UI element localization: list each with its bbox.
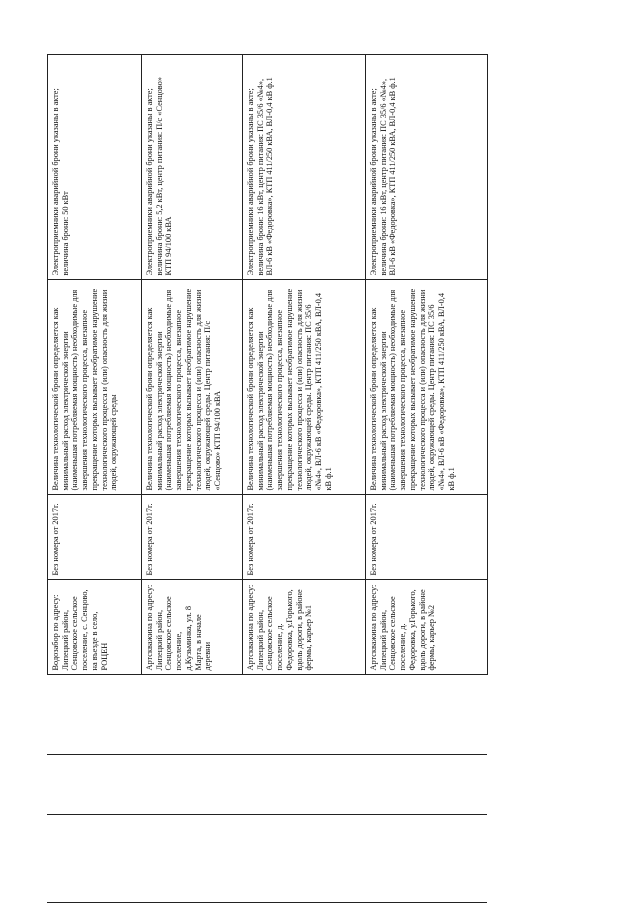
- object-cell: [48, 580, 142, 675]
- blank-cell: [243, 675, 366, 905]
- act-text: Без номера от 2017г.: [369, 503, 378, 576]
- definition-cell: [366, 280, 488, 495]
- object-text: Водозабор по адресу: Липецкий район, Сенцовское сельское поселение, с. Сенцово, на въезде в село, РОЦЕН: [51, 589, 109, 671]
- rotated-table-container: [47, 55, 487, 905]
- definition-cell: [142, 280, 243, 495]
- definition-text: Величина технологической брони определяется как минимальный расход электрической энергии (наименьшая потребляемая мощность) необходимые для завершения технологического процесса, внезапное прекращение которых вызывает необратимое нарушение технологического процесса и (или) опасность для жизни людей, окружающей среды: [51, 288, 119, 491]
- values-text: Электроприемники аварийной брони указаны в акте; величина брони: 16 кВт, центр питания: ПС 35/6 «№4», ВЛ-6 кВ «Федоровка», КТП 411/250 кВА, ВЛ-0,4 кВ ф.1: [369, 77, 398, 276]
- object-cell: [142, 580, 243, 675]
- values-text: Электроприемники аварийной брони указаны в акте; величина брони: 5,2 кВт, центр питания: П/с «Сенцово» КТП 94/100 кВА: [145, 77, 174, 276]
- table-row: [366, 55, 488, 905]
- object-text: Артскважина по адресу: Липецкий район, Сенцовское сельское поселение, д. Федоровка, у.Горького, вдоль дороги, в районе фермы, карьер №2: [369, 584, 437, 671]
- object-cell: [243, 580, 366, 675]
- table-row: [243, 55, 366, 905]
- rule-line: [47, 902, 487, 903]
- blank-cell: [48, 675, 142, 905]
- definition-text: Величина технологической брони определяется как минимальный расход электрической энергии (наименьшая потребляемая мощность) необходимые для завершения технологического процесса, внезапное прекращение которых вызывает необратимое нарушение технологического процесса и (или) опасность для жизни людей, окружающей среды. Центр питания: ПС 35/6 «№4», ВЛ-6 кВ «Федоровка», КТП 411/250 кВА, ВЛ-0,4 кВ ф.1: [246, 288, 333, 491]
- definition-cell: [48, 280, 142, 495]
- definition-text: Величина технологической брони определяется как минимальный расход электрической энергии (наименьшая потребляемая мощность) необходимые для завершения технологического процесса, внезапное прекращение которых вызывает необратимое нарушение технологического процесса и (или) опасность для жизни людей, окружающей среды. Центр питания: П/с «Сенцово» КТП 94/100 кВА: [145, 288, 222, 491]
- values-cell: [243, 55, 366, 280]
- reservation-table: [47, 55, 488, 905]
- values-cell: [48, 55, 142, 280]
- act-cell: [142, 495, 243, 580]
- blank-cell: [366, 675, 488, 905]
- values-text: Электроприемники аварийной брони указаны в акте; величина брони: 50 кВт: [51, 88, 70, 276]
- act-cell: [366, 495, 488, 580]
- act-text: Без номера от 2017г.: [51, 503, 60, 576]
- act-cell: [243, 495, 366, 580]
- definition-cell: [243, 280, 366, 495]
- values-cell: [142, 55, 243, 280]
- rule-line: [47, 814, 487, 815]
- values-cell: [366, 55, 488, 280]
- blank-cell: [142, 675, 243, 905]
- table-row: [48, 55, 142, 905]
- act-text: Без номера от 2017г.: [145, 503, 154, 576]
- rule-line: [47, 754, 487, 755]
- object-text: Артскважина по адресу: Липецкий район, Сенцовское сельское поселение, д. Федоровка, у.Горького, вдоль дороги, в районе фермы, карьер №1: [246, 584, 314, 671]
- object-text: Артскважина по адресу: Липецкий район, Сенцовское сельское поселение, д.Кузьминка, ул. 8 Марта, в начале деревни: [145, 584, 213, 671]
- act-text: Без номера от 2017г.: [246, 503, 255, 576]
- object-cell: [366, 580, 488, 675]
- values-text: Электроприемники аварийной брони указаны в акте; величина брони: 16 кВт, центр питания: ПС 35/6 «№4», ВЛ-6 кВ «Федоровка», КТП 411/250 кВА, ВЛ-0,4 кВ ф.1: [246, 77, 275, 276]
- act-cell: [48, 495, 142, 580]
- definition-text: Величина технологической брони определяется как минимальный расход электрической энергии (наименьшая потребляемая мощность) необходимые для завершения технологического процесса, внезапное прекращение которых вызывает необратимое нарушение технологического процесса и (или) опасность для жизни людей, окружающей среды. Центр питания: ПС 35/6 «№4», ВЛ-6 кВ «Федоровка», КТП 411/250 кВА, ВЛ-0,4 кВ ф.1: [369, 288, 456, 491]
- table-row: [142, 55, 243, 905]
